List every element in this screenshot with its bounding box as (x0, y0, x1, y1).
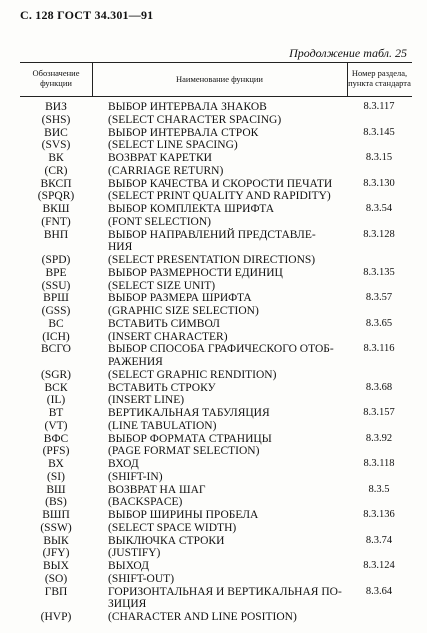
function-name: (SELECT PRESENTATION DIRECTIONS) (108, 254, 316, 266)
function-name: (SELECT CHARACTER SPACING) (108, 113, 282, 126)
functions-table (20, 62, 412, 623)
section-reference: 8.3.130 (363, 177, 395, 189)
function-name: (SELECT SIZE UNIT) (108, 279, 216, 292)
function-name: (JUSTIFY) (108, 547, 161, 560)
table-row (20, 608, 412, 626)
section-reference: 8.3.5 (368, 483, 390, 495)
function-code: (GSS) (41, 305, 71, 317)
function-code: ВХ (48, 458, 64, 470)
function-code: (BS) (45, 496, 67, 509)
function-name: ВСТАВИТЬ СТРОКУ (108, 381, 216, 394)
section-reference: 8.3.145 (363, 126, 395, 138)
function-name: ВЕРТИКАЛЬНАЯ ТАБУЛЯЦИЯ (108, 407, 270, 419)
function-name: ВЫБОР ШИРИНЫ ПРОБЕЛА (108, 509, 259, 521)
function-name: ВЫБОР ФОРМАТА СТРАНИЦЫ (108, 432, 272, 445)
function-name: ВХОД (108, 458, 139, 470)
function-code: (SO) (44, 572, 68, 585)
function-code: (SSW) (40, 521, 72, 534)
section-reference: 8.3.136 (363, 509, 395, 520)
function-code: (SSU) (41, 279, 71, 292)
function-code: ВТ (48, 407, 64, 419)
section-reference: 8.3.64 (365, 585, 393, 597)
function-name: (SELECT SPACE WIDTH) (108, 521, 237, 534)
section-reference: 8.3.116 (363, 343, 395, 355)
function-code: (PFS) (42, 445, 70, 458)
function-name: ЗИЦИЯ (108, 598, 147, 611)
function-name: ВОЗВРАТ НА ШАГ (108, 483, 206, 496)
function-code: ВШ (46, 483, 66, 496)
function-name: ВЫХОД (108, 560, 149, 572)
function-code: ВСК (44, 381, 68, 394)
function-name: ВЫБОР КАЧЕСТВА И СКОРОСТИ ПЕЧАТИ (108, 177, 333, 190)
function-name: ВСТАВИТЬ СИМВОЛ (108, 317, 220, 330)
function-code: (IL) (46, 394, 66, 407)
function-name: (GRAPHIC SIZE SELECTION) (108, 305, 259, 317)
function-name: НИЯ (108, 241, 133, 254)
function-name: (SELECT LINE SPACING) (108, 139, 238, 152)
function-code: (SPD) (41, 254, 71, 266)
function-code: (CR) (44, 164, 68, 177)
column-header-code: Обозначение функции (32, 68, 80, 88)
function-name: РАЖЕНИЯ (108, 356, 163, 368)
function-name: (FONT SELECTION) (108, 215, 211, 228)
function-name: (INSERT CHARACTER) (108, 330, 228, 343)
function-code: (SHS) (41, 113, 71, 126)
function-code: ВСГО (40, 343, 71, 356)
function-code: (ICH) (42, 330, 70, 343)
table-continuation-label: Продолжение табл. 25 (289, 46, 407, 60)
page-header: С. 128 ГОСТ 34.301—91 (20, 8, 154, 22)
function-name: (PAGE FORMAT SELECTION) (108, 445, 260, 458)
function-name: ГОРИЗОНТАЛЬНАЯ И ВЕРТИКАЛЬНАЯ ПО- (108, 585, 342, 598)
function-code: ВЫК (43, 534, 69, 547)
function-name: ВЫБОР СПОСОБА ГРАФИЧЕСКОГО ОТОБ- (108, 343, 334, 356)
function-name: (CHARACTER AND LINE POSITION) (108, 611, 297, 623)
function-code: (SVS) (41, 139, 71, 152)
function-name: ВЫБОР КОМПЛЕКТА ШРИФТА (108, 203, 275, 215)
function-code: (VT) (44, 419, 68, 432)
column-header-ref: Номер раздела, пункта стандарта (348, 68, 411, 88)
function-code: (SPQR) (37, 190, 75, 203)
function-name: (LINE TABULATION) (108, 419, 217, 432)
function-code: ВКШ (42, 203, 70, 215)
table-top-rule (20, 62, 412, 63)
function-name: (BACKSPACE) (108, 496, 183, 509)
function-code: (JFY) (42, 547, 70, 560)
function-code: ВИЗ (45, 101, 67, 113)
function-name: ВЫБОР РАЗМЕРА ШРИФТА (108, 292, 252, 305)
section-reference: 8.3.117 (363, 101, 395, 112)
function-code: (SI) (47, 470, 65, 483)
function-code: (SGR) (40, 368, 72, 381)
column-header-name: Наименование функции (176, 74, 263, 84)
section-reference: 8.3.54 (365, 203, 393, 214)
function-name: ВЫБОР ИНТЕРВАЛА СТРОК (108, 126, 259, 139)
function-code: ВЫХ (42, 560, 69, 572)
function-code: ГВП (44, 585, 68, 598)
section-reference: 8.3.157 (363, 407, 395, 418)
function-code: ВНП (43, 228, 69, 241)
function-code: (FNT) (41, 215, 71, 228)
function-code: ВС (48, 317, 64, 330)
function-name: ВОЗВРАТ КАРЕТКИ (108, 152, 212, 164)
function-name: (SELECT PRINT QUALITY AND RAPIDITY) (108, 190, 331, 203)
function-code: ВРЕ (45, 266, 67, 279)
function-name: ВЫБОР РАЗМЕРНОСТИ ЕДИНИЦ (108, 266, 283, 279)
function-code: ВК (48, 152, 64, 164)
section-reference: 8.3.15 (365, 152, 393, 163)
section-reference: 8.3.128 (363, 228, 395, 240)
section-reference: 8.3.65 (365, 317, 393, 329)
function-code: (HVP) (40, 611, 72, 623)
function-name: (CARRIAGE RETURN) (108, 164, 224, 177)
function-name: ВЫБОР ИНТЕРВАЛА ЗНАКОВ (108, 101, 267, 113)
function-name: (SHIFT-OUT) (108, 572, 175, 585)
section-reference: 8.3.57 (365, 292, 393, 304)
function-code: ВШП (42, 509, 70, 521)
function-name: ВЫБОР НАПРАВЛЕНИЙ ПРЕДСТАВЛЕ- (108, 228, 316, 241)
function-name: ВЫКЛЮЧКА СТРОКИ (108, 534, 225, 547)
section-reference: 8.3.118 (363, 458, 395, 469)
function-code: ВФС (43, 432, 69, 445)
table-header-rule (20, 96, 412, 97)
section-reference: 8.3.74 (365, 534, 393, 546)
section-reference: 8.3.135 (363, 266, 395, 278)
function-code: ВРШ (43, 292, 69, 305)
section-reference: 8.3.68 (365, 381, 393, 393)
function-name: (SELECT GRAPHIC RENDITION) (108, 368, 277, 381)
section-reference: 8.3.92 (365, 432, 393, 444)
function-name: (SHIFT-IN) (108, 470, 163, 483)
function-name: (INSERT LINE) (108, 394, 185, 407)
function-code: ВИС (44, 126, 68, 139)
section-reference: 8.3.124 (363, 560, 395, 571)
function-code: ВКСП (40, 177, 72, 190)
